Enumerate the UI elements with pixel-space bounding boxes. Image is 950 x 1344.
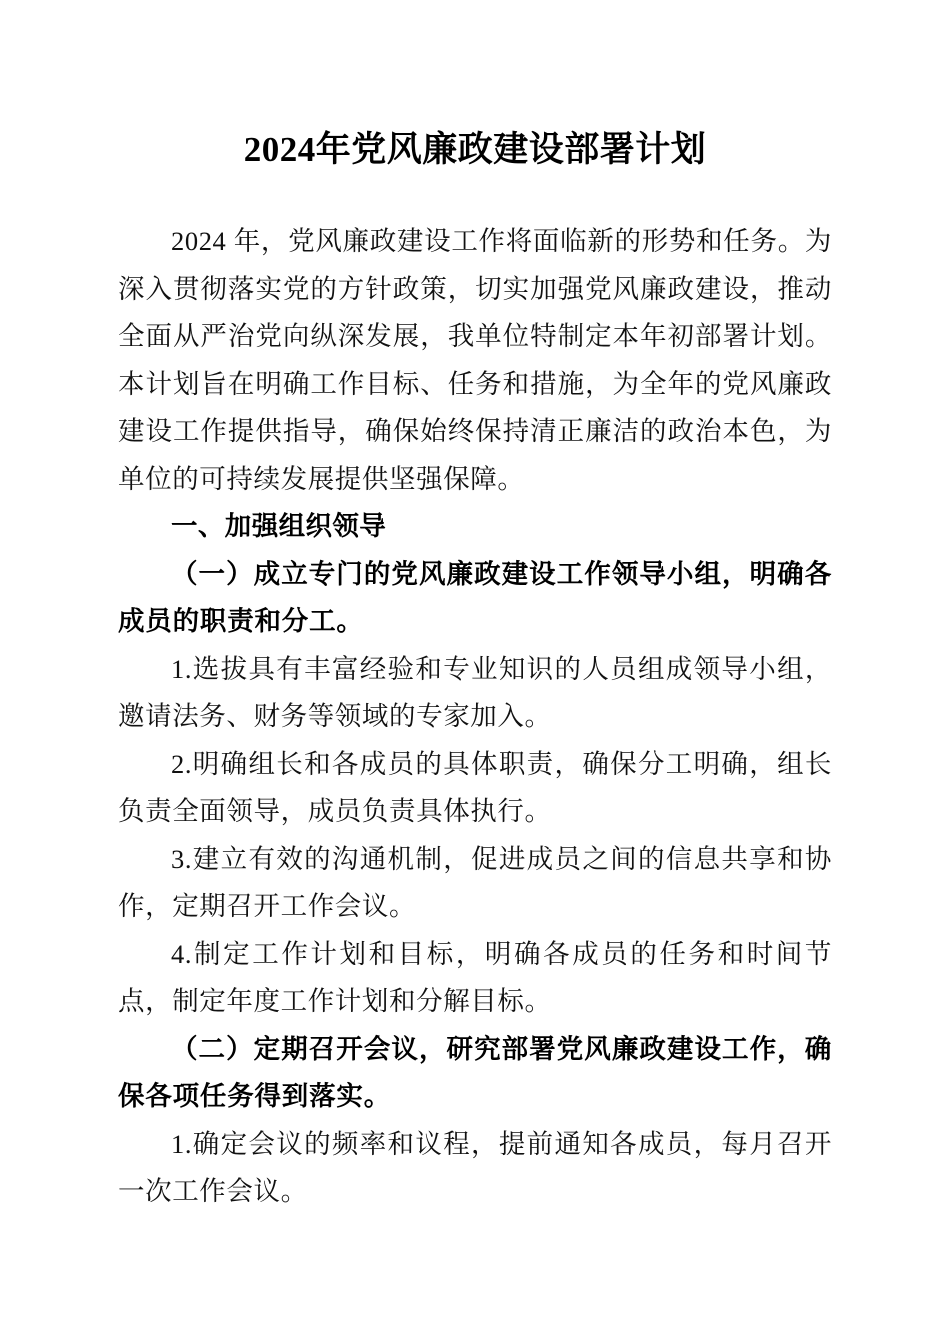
heading-section-1-sub-1: （一）成立专门的党风廉政建设工作领导小组，明确各成员的职责和分工。: [118, 558, 832, 636]
document-body: [118, 0, 832, 1216]
heading-section-1-sub-2: （二）定期召开会议，研究部署党风廉政建设工作，确保各项任务得到落实。: [118, 1033, 832, 1111]
paragraph-intro: 2024 年，党风廉政建设工作将面临新的形势和任务。为深入贯彻落实党的方针政策，切实加强党风廉政建设，推动全面从严治党向纵深发展，我单位特制定本年初部署计划。本计划旨在明确工作目标、任务和措施，为全年的党风廉政建设工作提供指导，确保始终保持清正廉洁的政治本色，为单位的可持续发展提供坚强保障。: [118, 226, 832, 494]
list-item-1-1-1: 1.选拔具有丰富经验和专业知识的人员组成领导小组，邀请法务、财务等领域的专家加入。: [118, 653, 832, 731]
page-title: 2024年党风廉政建设部署计划: [243, 130, 707, 169]
list-item-1-1-4: 4.制定工作计划和目标，明确各成员的任务和时间节点，制定年度工作计划和分解目标。: [118, 938, 832, 1016]
list-item-1-2-1: 1.确定会议的频率和议程，提前通知各成员，每月召开一次工作会议。: [118, 1128, 832, 1206]
list-item-1-1-3: 3.建立有效的沟通机制，促进成员之间的信息共享和协作，定期召开工作会议。: [118, 843, 832, 921]
list-item-1-1-2: 2.明确组长和各成员的具体职责，确保分工明确，组长负责全面领导，成员负责具体执行。: [118, 748, 832, 826]
heading-section-1: 一、加强组织领导: [171, 511, 387, 541]
